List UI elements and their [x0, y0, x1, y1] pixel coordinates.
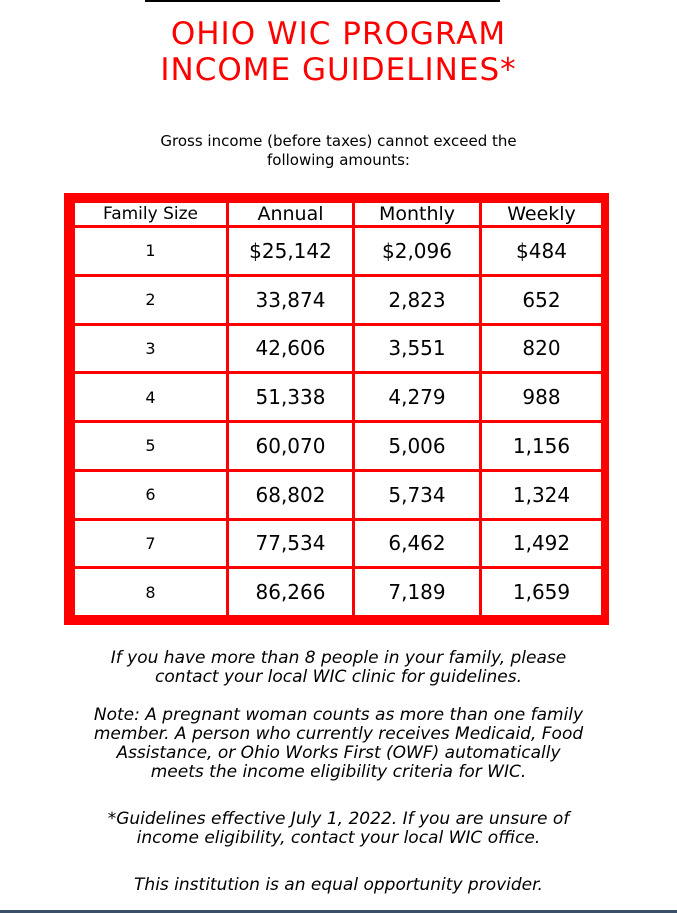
note-line: Assistance, or Ohio Works First (OWF) automatically	[116, 743, 561, 763]
title-line-2: INCOME GUIDELINES*	[160, 52, 517, 88]
weekly-cell: $484	[481, 227, 603, 276]
family-size-cell: 8	[74, 568, 228, 617]
subtitle-line-2: following amounts:	[267, 151, 410, 169]
header-weekly: Weekly	[481, 202, 603, 227]
header-monthly: Monthly	[354, 202, 481, 227]
weekly-cell: 1,324	[481, 470, 603, 519]
weekly-cell: 1,659	[481, 568, 603, 617]
weekly-cell: 820	[481, 324, 603, 373]
annual-cell: 60,070	[228, 422, 354, 471]
monthly-cell: 6,462	[354, 519, 481, 568]
top-rule	[145, 0, 500, 2]
title-line-1: OHIO WIC PROGRAM	[170, 16, 507, 52]
income-table-frame	[64, 193, 609, 625]
annual-cell: 33,874	[228, 275, 354, 324]
income-table	[72, 200, 604, 618]
weekly-cell: 1,156	[481, 422, 603, 471]
annual-cell: 68,802	[228, 470, 354, 519]
family-size-cell: 3	[74, 324, 228, 373]
table-row	[74, 422, 603, 471]
table-row	[74, 227, 603, 276]
table-row	[74, 519, 603, 568]
table-row	[74, 373, 603, 422]
subtitle	[0, 132, 677, 170]
annual-cell: 77,534	[228, 519, 354, 568]
weekly-cell: 988	[481, 373, 603, 422]
family-size-cell: 5	[74, 422, 228, 471]
note-line: member. A person who currently receives Medicaid, Food	[93, 724, 584, 744]
table-row	[74, 568, 603, 617]
table-row	[74, 470, 603, 519]
note-line: If you have more than 8 people in your family, please	[110, 648, 567, 668]
family-size-cell: 4	[74, 373, 228, 422]
monthly-cell: 7,189	[354, 568, 481, 617]
subtitle-line-1: Gross income (before taxes) cannot exceed the	[160, 132, 517, 150]
note-line: *Guidelines effective July 1, 2022. If you are unsure of	[107, 809, 570, 829]
monthly-cell: 5,734	[354, 470, 481, 519]
annual-cell: 51,338	[228, 373, 354, 422]
pregnancy-eligibility-note	[0, 706, 677, 782]
table-row	[74, 324, 603, 373]
note-line: meets the income eligibility criteria for WIC.	[150, 762, 527, 782]
weekly-cell: 652	[481, 275, 603, 324]
family-size-cell: 6	[74, 470, 228, 519]
header-annual: Annual	[228, 202, 354, 227]
table-header-row	[74, 202, 603, 227]
family-size-cell: 1	[74, 227, 228, 276]
note-line: This institution is an equal opportunity provider.	[134, 875, 543, 895]
note-line: income eligibility, contact your local WIC office.	[136, 828, 541, 848]
family-size-cell: 2	[74, 275, 228, 324]
monthly-cell: 4,279	[354, 373, 481, 422]
family-size-cell: 7	[74, 519, 228, 568]
annual-cell: 42,606	[228, 324, 354, 373]
table-row	[74, 275, 603, 324]
monthly-cell: 5,006	[354, 422, 481, 471]
large-family-note	[0, 649, 677, 687]
weekly-cell: 1,492	[481, 519, 603, 568]
monthly-cell: 3,551	[354, 324, 481, 373]
equal-opportunity-statement	[0, 876, 677, 895]
monthly-cell: 2,823	[354, 275, 481, 324]
monthly-cell: $2,096	[354, 227, 481, 276]
annual-cell: 86,266	[228, 568, 354, 617]
note-line: Note: A pregnant woman counts as more than one family	[93, 705, 584, 725]
note-line: contact your local WIC clinic for guidelines.	[154, 667, 523, 687]
header-family-size: Family Size	[74, 202, 228, 227]
page-title	[0, 16, 677, 88]
effective-date-note	[0, 810, 677, 848]
annual-cell: $25,142	[228, 227, 354, 276]
